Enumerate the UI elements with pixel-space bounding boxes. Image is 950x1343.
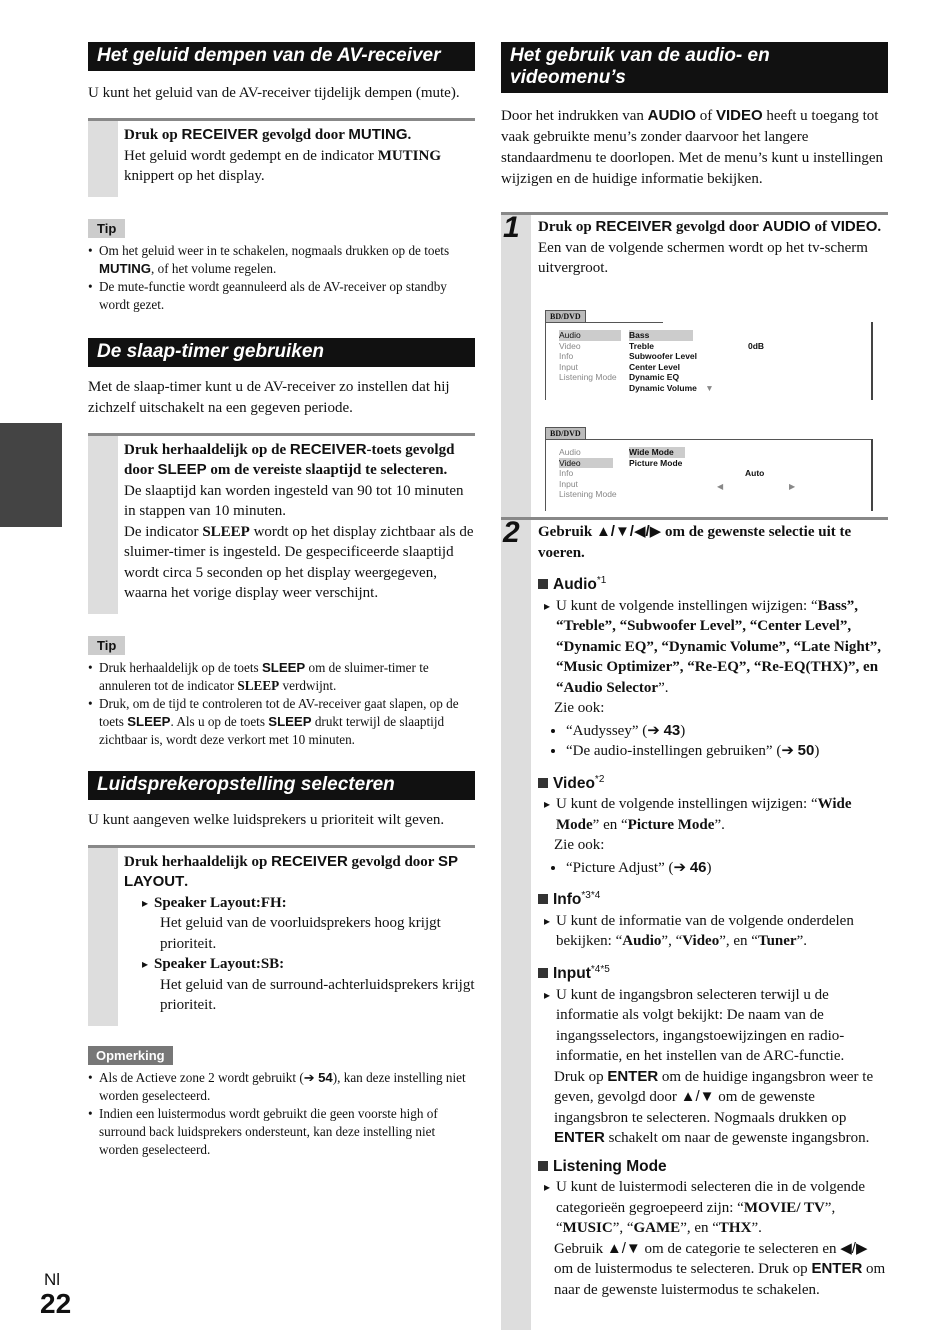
listening-mode-instructions: Gebruik ▲/▼ om de categorie te selecteren en ◀/▶ om de luistermodus te selecteren. Druk op ENTER om naar de gewenste luistermodus te schakelen. [554, 1239, 886, 1298]
speaker-step: Druk herhaaldelijk op RECEIVER gevolgd door SP LAYOUT. ▸ Speaker Layout:FH: Het geluid van de voorluidsprekers hoog krijgt prioriteit. ▸ Speaker Layout:SB: Het geluid van de surround-achterluidsprekers krijgt prioriteit. [88, 845, 475, 1026]
speaker-option-fh: Speaker Layout:FH: [154, 894, 287, 911]
arrow-right-icon: ➔ [647, 722, 660, 739]
list-item: • Druk herhaaldelijk op de toets SLEEP om de sluimer-timer te annuleren tot de indicator SLEEP verdwijnt. [88, 659, 475, 695]
arrow-left-icon[interactable]: ◀ [717, 482, 724, 491]
info-category: Info$^{*3*4}$ [538, 886, 888, 911]
list-item: • Indien een luistermodus wordt gebruikt die geen voorste high of surround back luidsprekers ondersteunt, kan deze instelling niet worden geselecteerd. [88, 1105, 475, 1159]
language-code: Nl [44, 1270, 61, 1289]
menu-item-video[interactable]: Video [559, 340, 581, 351]
menus-step-2: 2 Gebruik ▲/▼/◀/▶ om de gewenste selectie uit te voeren. Audio$^{*1}$ ▸ U kunt de volgende instellingen wijzigen: “Bass”, “Treble”, “Subwoofer Level”, “Center Level”, “Dynamic EQ”, “Dynamic Volume”, “Late Night”, “Music Optimizer”, “Re-EQ”, “Re-EQ(THX)”, en “Audio Selector”. Zie ook: • “Audyssey” (➔ 43) • “De audio-instellingen gebruiken” (➔ 50) Video$^{*2}$ ▸ U kunt de volgende instellingen wijzigen: “Wide Mode” en “Picture Mode”. Zie ook: • “Picture Adjust” (➔ 46) Info$^{*3*4}$ ▸ U kunt de informatie van de volgende onderdelen bekijken: “Audio”, “Video”, en “Tuner”. Input$^{*4*5}$ ▸ U kunt de ingangsbron selecteren terwijl u de informatie als volgt bekijkt: De naam van de ingangsselectors, ingangstoewijzingen en radio-informatie, en het instellen van de ARC-functie. Druk op ENTER om de huidige ingangsbron weer te geven, gevolgd door ▲/▼ om de gewenste ingangsbron te selecteren. Nogmaals drukken op ENTER schakelt om naar de gewenste ingangsbron. Listening Mode ▸ U kunt de luistermodi selecteren die in de volgende categorieën gegroepeerd zijn: “MOVIE/ TV”, “MUSIC”, “GAME”, en “THX”. Gebruik ▲/▼ om de categorie te selecteren en ◀/▶ om de luistermodus te selecteren. Druk op ENTER om naar de gewenste luistermodus te schakelen. [501, 517, 888, 1330]
setting-picture-mode[interactable]: Picture Mode [629, 457, 683, 468]
tip-label: Tip [88, 219, 125, 238]
setting-treble[interactable]: Treble [629, 340, 655, 351]
menus-section-title: Het gebruik van de audio- en videomenu’s [501, 42, 888, 93]
menus-intro: Door het indrukken van AUDIO of VIDEO heeft u toegang tot vaak gebruikte menu’s zonder daarvoor het langere standaardmenu te doorlopen. Met de menu’s kunt u instellingen wijzigen en de huidige informatie bekijken. [501, 107, 884, 187]
menu-item-input[interactable]: Input [559, 478, 578, 489]
info-description: ▸ U kunt de informatie van de volgende onderdelen bekijken: “Audio”, “Video”, en “Tuner”. [544, 911, 888, 952]
chevron-down-icon: ▼ [705, 382, 714, 393]
menu-item-listening-mode[interactable]: Listening Mode [559, 489, 617, 499]
mute-tips [88, 242, 475, 314]
menu-item-listening-mode[interactable]: Listening Mode [559, 372, 617, 382]
list-item: • “Picture Adjust” (➔ 46) [566, 858, 888, 879]
speaker-option-sb: Speaker Layout:SB: [154, 956, 285, 972]
sleep-intro: Met de slaap-timer kunt u de AV-receiver zo instellen dat hij zichzelf uitschakelt na een gegeven periode. [88, 378, 450, 416]
speaker-notes [88, 1069, 475, 1159]
sleep-step: Druk herhaaldelijk op de RECEIVER-toets gevolgd door SLEEP om de vereiste slaaptijd te selecteren. De slaaptijd kan worden ingesteld van 90 tot 10 minuten in stappen van 10 minuten. De indicator SLEEP wordt op het display zichtbaar als de sluimer-timer is ingesteld. De gespecificeerde slaaptijd wordt circa 5 seconden op het display weergegeven, waarna het vorige display weer verschijnt. [88, 433, 475, 614]
setting-bass[interactable]: Bass [629, 330, 693, 341]
setting-value: Auto [745, 468, 765, 478]
setting-wide-mode[interactable]: Wide Mode [629, 447, 685, 458]
input-category: Input$^{*4*5}$ [538, 960, 888, 985]
list-item: • “De audio-instellingen gebruiken” (➔ 50) [566, 741, 888, 762]
video-menu-screen [545, 427, 873, 511]
mute-step: Druk op RECEIVER gevolgd door MUTING. Het geluid wordt gedempt en de indicator MUTING knippert op het display. [88, 118, 475, 197]
video-description: ▸ U kunt de volgende instellingen wijzigen: “Wide Mode” en “Picture Mode”. [544, 794, 888, 835]
setting-subwoofer-level[interactable]: Subwoofer Level [629, 351, 698, 361]
mute-section-title: Het geluid dempen van de AV-receiver [88, 42, 475, 71]
list-item: • De mute-functie wordt geannuleerd als de AV-receiver op standby wordt gezet. [88, 278, 475, 314]
audio-description: ▸ U kunt de volgende instellingen wijzigen: “Bass”, “Treble”, “Subwoofer Level”, “Center Level”, “Dynamic EQ”, “Dynamic Volume”, “Late Night”, “Music Optimizer”, “Re-EQ”, “Re-EQ(THX)”, en “Audio Selector”. [544, 596, 888, 699]
arrow-right-icon: ➔ [303, 1069, 315, 1085]
menu-item-info[interactable]: Info [559, 351, 574, 361]
listening-mode-category: Listening Mode [538, 1157, 888, 1178]
speaker-intro: U kunt aangeven welke luidsprekers u prioriteit wilt geven. [88, 811, 445, 828]
input-description: ▸ U kunt de ingangsbron selecteren terwijl u de informatie als volgt bekijkt: De naam van de ingangsselectors, ingangstoewijzingen en radio-informatie, en het instellen van de ARC-functie. [544, 985, 888, 1067]
input-instructions: Druk op ENTER om de huidige ingangsbron weer te geven, gevolgd door ▲/▼ om de gewenste ingangsbron te selecteren. Nogmaals drukken op ENTER schakelt om naar de gewenste ingangsbron. [554, 1067, 874, 1147]
left-column [88, 42, 475, 1159]
list-item: • Druk, om de tijd te controleren tot de AV-receiver gaat slapen, op de toets SLEEP. Als u op de toets SLEEP drukt terwijl de slaaptijd zichtbaar is, wordt deze verkort met 10 minuten. [88, 695, 475, 749]
video-category: Video$^{*2}$ [538, 770, 888, 795]
menu-item-video[interactable]: Video [559, 458, 613, 469]
arrow-right-icon: ➔ [781, 743, 794, 760]
audio-category: Audio$^{*1}$ [538, 571, 888, 596]
list-item: • Om het geluid weer in te schakelen, nogmaals drukken op de toets MUTING, of het volume regelen. [88, 242, 475, 278]
arrow-right-icon[interactable]: ▶ [789, 482, 796, 491]
listening-mode-description: ▸ U kunt de luistermodi selecteren die in de volgende categorieën gegroepeerd zijn: “MOVIE/ TV”, “MUSIC”, “GAME”, en “THX”. [544, 1177, 888, 1239]
menu-item-input[interactable]: Input [559, 361, 578, 372]
setting-value: 0dB [748, 341, 765, 351]
arrow-right-icon: ➔ [673, 859, 687, 876]
list-item: • “Audyssey” (➔ 43) [566, 721, 888, 742]
tip-label: Tip [88, 636, 125, 655]
menu-item-audio[interactable]: Audio [559, 447, 581, 457]
setting-dynamic-volume[interactable]: Dynamic Volume ▼ [629, 382, 714, 393]
menu-item-audio[interactable]: Audio [559, 330, 621, 341]
sleep-section-title: De slaap-timer gebruiken [88, 338, 475, 367]
source-tab: BD/DVD [545, 427, 586, 440]
source-tab: BD/DVD [545, 310, 586, 323]
menu-item-info[interactable]: Info [559, 468, 574, 478]
mute-intro: U kunt het geluid van de AV-receiver tijdelijk dempen (mute). [88, 85, 460, 101]
setting-center-level[interactable]: Center Level [629, 361, 681, 372]
list-item: • Als de Actieve zone 2 wordt gebruikt (➔ 54), kan deze instelling niet worden geselecteerd. [88, 1069, 475, 1105]
audio-menu-screen [545, 310, 873, 400]
chapter-side-tab [0, 423, 62, 527]
note-label: Opmerking [88, 1046, 173, 1065]
setting-dynamic-eq[interactable]: Dynamic EQ [629, 372, 680, 382]
page-number: 22 [40, 1288, 72, 1319]
right-column [501, 42, 888, 1330]
sleep-tips [88, 659, 475, 749]
speaker-section-title: Luidsprekeropstelling selecteren [88, 771, 475, 800]
menus-step-1: 1 Druk op RECEIVER gevolgd door AUDIO of VIDEO. Een van de volgende schermen wordt op het tv-scherm uitvergroot. BD/DVD Audio Video Info Input Listening Mode Bass Treble Subwoofer Level Center Level Dynamic EQ Dynamic Volume ▼ 0dB BD/DVD Audio Video Info Input Listening Mode Wide Mode Picture Mode ◀ Auto ▶ [501, 212, 888, 517]
